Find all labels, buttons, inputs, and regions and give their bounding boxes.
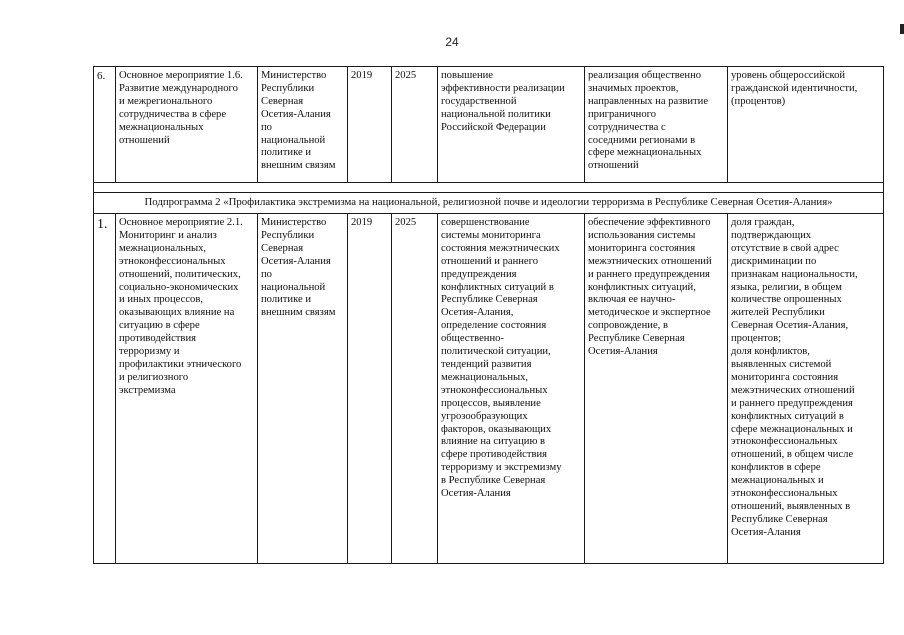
row-number: 6. — [94, 67, 116, 183]
end-year-cell: 2025 — [392, 214, 438, 564]
row-number: 1. — [94, 214, 116, 564]
gap-cell — [94, 183, 884, 193]
table-row — [94, 67, 884, 183]
subprogram-title: Подпрограмма 2 «Профилактика экстремизма на национальной, религиозной почве и идеологии терроризма в Республике Северная Осетия-Алания» — [94, 193, 884, 214]
directions-cell: реализация общественно значимых проектов, направленных на развитие приграничного сотрудничества с соседними регионами в сфере межнациональных отношений — [585, 67, 728, 183]
directions-cell: обеспечение эффективного использования системы мониторинга состояния межэтнических отношений и раннего предупреждения конфликтных ситуаций, включая ее научно- методическое и экспертное сопровождение, в Республике Северная Осетия-Алания — [585, 214, 728, 564]
table-row — [94, 214, 884, 564]
executor-cell: Министерство Республики Северная Осетия-Алания по национальной политике и внешним связям — [258, 67, 348, 183]
executor-cell: Министерство Республики Северная Осетия-Алания по национальной политике и внешним связям — [258, 214, 348, 564]
indicator-cell: уровень общероссийской гражданской идентичности, (процентов) — [728, 67, 884, 183]
page-number: 24 — [445, 35, 459, 49]
start-year-cell: 2019 — [348, 67, 392, 183]
result-cell: повышение эффективности реализации государственной национальной политики Российской Федерации — [438, 67, 585, 183]
edge-mark — [900, 24, 904, 34]
table-gap-row — [94, 183, 884, 193]
start-year-cell: 2019 — [348, 214, 392, 564]
subprogram-row — [94, 193, 884, 214]
indicator-cell: доля граждан, подтверждающих отсутствие в свой адрес дискриминации по признакам национальности, языка, религии, в общем количестве опрошенных жителей Республики Северная Осетия-Алания, процентов; доля конфликтов, выявленных системой мониторинга состояния межэтнических отношений и раннего предупреждения конфликтных ситуаций в сфере межнациональных и этноконфессиональных отношений, в общем числе конфликтов в сфере межнациональных и этноконфессиональных отношений, выявленных в Республике Северная Осетия-Алания — [728, 214, 884, 564]
program-table — [93, 66, 884, 564]
result-cell: совершенствование системы мониторинга состояния межэтнических отношений и раннего предупреждения конфликтных ситуаций в Республике Северная Осетия-Алания, определение состояния общественно- политической ситуации, тенденций развития межнациональных, этноконфессиональных процессов, выявление угрозообразующих факторов, оказывающих влияние на ситуацию в сфере противодействия терроризму и экстремизму в Республике Северная Осетия-Алания — [438, 214, 585, 564]
event-cell: Основное мероприятие 2.1. Мониторинг и анализ межнациональных, этноконфессиональных отношений, политических, социально-экономических и иных процессов, оказывающих влияние на ситуацию в сфере противодействия терроризму и профилактики этнического и религиозного экстремизма — [116, 214, 258, 564]
end-year-cell: 2025 — [392, 67, 438, 183]
event-cell: Основное мероприятие 1.6. Развитие международного и межрегионального сотрудничества в сфере межнациональных отношений — [116, 67, 258, 183]
